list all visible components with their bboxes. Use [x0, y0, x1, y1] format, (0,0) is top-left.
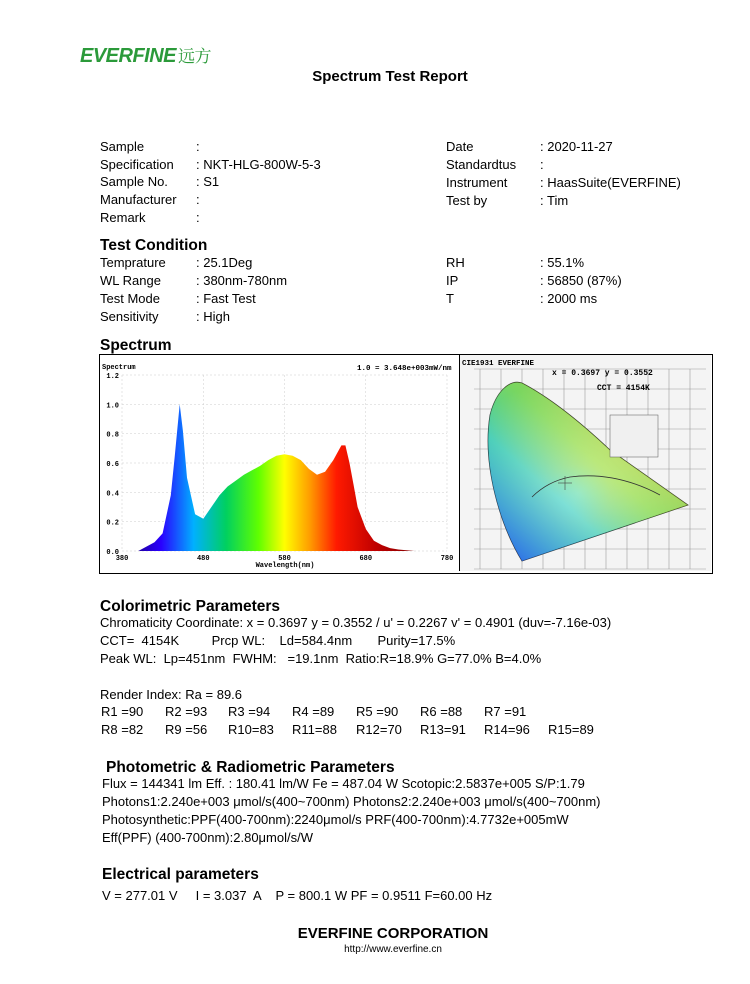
info-field-label: Date	[446, 139, 474, 154]
spectrum-chart	[100, 355, 460, 571]
info-field-label: Test by	[446, 193, 488, 208]
spectrum-scale-note: 1.0 = 3.648e+003mW/nm	[357, 365, 452, 373]
info-field-value: : Tim	[540, 193, 569, 208]
render-index-value: R7 =91	[484, 704, 527, 719]
spectrum-ytick: 0.8	[106, 431, 119, 440]
sample-field-value: :	[196, 139, 200, 154]
condition-field-label: T	[446, 291, 454, 306]
spectrum-area	[122, 404, 447, 551]
photometric-line: Photosynthetic:PPF(400-700nm):2240μmol/s PRF(400-700nm):4.7732e+005mW	[102, 812, 569, 827]
sample-field-label: Remark	[100, 209, 146, 225]
cie-svg	[460, 355, 711, 571]
sample-field-value: : S1	[196, 174, 220, 190]
info-field-value: : HaasSuite(EVERFINE)	[540, 175, 681, 190]
sample-field-label: Sample No.	[100, 174, 168, 190]
render-index-value: R4 =89	[292, 704, 335, 719]
spectrum-ylabel: Spectrum	[102, 364, 136, 372]
condition-field-value: : 380nm-780nm	[196, 273, 288, 288]
chromaticity-line: Chromaticity Coordinate: x = 0.3697 y = 0.3552 / u' = 0.2267 v' = 0.4901 (duv=-7.16e-03)	[100, 615, 612, 630]
render-index-value: R11=88	[292, 722, 337, 737]
render-index-value: R10=83	[228, 722, 274, 737]
spectrum-heading: Spectrum	[100, 337, 172, 354]
render-index-value: R2 =93	[165, 704, 208, 719]
photometric-heading: Photometric & Radiometric Parameters	[106, 759, 395, 776]
peak-wl-line: Peak WL: Lp=451nm FWHM: =19.1nm Ratio:R=18.9% G=77.0% B=4.0%	[100, 651, 542, 666]
photometric-line: Photons1:2.240e+003 μmol/s(400~700nm) Photons2:2.240e+003 μmol/s(400~700nm)	[102, 794, 601, 809]
report-title: Spectrum Test Report	[312, 68, 468, 85]
logo-text: EVERFINE	[80, 45, 177, 67]
footer-url[interactable]: http://www.everfine.cn	[344, 944, 442, 955]
info-field-value: : 2020-11-27	[540, 139, 613, 154]
cct-line: CCT= 4154K Prcp WL: Ld=584.4nm Purity=17.5%	[100, 633, 456, 648]
render-index-value: R12=70	[356, 722, 402, 737]
photometric-line: Flux = 144341 lm Eff. : 180.41 lm/W Fe = 487.04 W Scotopic:2.5837e+005 S/P:1.79	[102, 776, 585, 791]
info-field-label: Standardtus	[446, 157, 517, 172]
render-index-value: R3 =94	[228, 704, 271, 719]
spectrum-xlabel: Wavelength(nm)	[255, 562, 315, 570]
cie1931-diagram	[460, 355, 711, 571]
photometric-line: Eff(PPF) (400-700nm):2.80μmol/s/W	[102, 830, 313, 845]
condition-field-value: : 55.1%	[540, 255, 585, 270]
condition-field-label: Sensitivity	[100, 309, 159, 324]
condition-field-value: : Fast Test	[196, 291, 256, 306]
colorimetric-heading: Colorimetric Parameters	[100, 598, 281, 615]
condition-field-label: IP	[446, 273, 459, 288]
info-field-label: Instrument	[446, 175, 508, 190]
sample-field-value: : NKT-HLG-800W-5-3	[196, 156, 321, 172]
render-index: Render Index: Ra = 89.6	[100, 687, 243, 702]
sample-field-label: Sample	[100, 139, 145, 154]
cie-cct: CCT = 4154K	[597, 384, 650, 393]
condition-field-label: Temprature	[100, 255, 166, 270]
render-index-value: R13=91	[420, 722, 466, 737]
render-index-value: R15=89	[548, 722, 594, 737]
everfine-logo	[80, 42, 211, 68]
spectrum-xtick: 480	[196, 555, 210, 563]
spectrum-xtick: 780	[440, 555, 454, 563]
spectrum-xtick: 580	[278, 555, 291, 563]
condition-field-value: : 2000 ms	[540, 291, 598, 306]
render-index-value: R6 =88	[420, 704, 463, 719]
render-index-value: R1 =90	[101, 704, 144, 719]
cie-xy: x = 0.3697 y = 0.3552	[552, 369, 653, 378]
sample-field-value: :	[196, 209, 200, 225]
spectrum-xtick: 680	[359, 555, 373, 563]
condition-field-value: : 25.1Deg	[196, 255, 253, 270]
render-index-value: R14=96	[484, 722, 530, 737]
spectrum-ytick: 0.6	[106, 461, 119, 469]
test-condition-heading: Test Condition	[100, 237, 208, 254]
condition-field-value: : High	[196, 309, 230, 324]
render-index-value: R5 =90	[356, 704, 399, 719]
render-index-value: R9 =56	[165, 722, 208, 737]
spectrum-xtick: 380	[115, 555, 129, 563]
condition-field-label: Test Mode	[100, 291, 160, 306]
spectrum-ytick: 0.0	[106, 549, 119, 557]
info-field-value: :	[540, 157, 544, 172]
sample-field-label: Manufacturer	[100, 192, 177, 208]
condition-field-label: RH	[446, 255, 465, 270]
spectrum-ytick: 1.2	[106, 373, 119, 381]
sample-field-value: :	[196, 192, 200, 208]
spectrum-ytick: 1.0	[106, 402, 119, 411]
spectrum-ytick: 0.2	[106, 519, 119, 528]
footer-company: EVERFINE CORPORATION	[297, 925, 489, 942]
spectrum-ytick: 0.4	[106, 490, 119, 499]
electrical-heading: Electrical parameters	[102, 866, 259, 883]
render-index-value: R8 =82	[101, 722, 144, 737]
condition-field-label: WL Range	[100, 273, 161, 288]
condition-field-value: : 56850 (87%)	[540, 273, 622, 288]
electrical-line: V = 277.01 V I = 3.037 A P = 800.1 W PF = 0.9511 F=60.00 Hz	[102, 888, 493, 903]
logo-chinese: 远方	[178, 47, 212, 66]
cie-legend-box	[610, 415, 658, 457]
spectrum-chart-box	[99, 354, 713, 574]
sample-field-label: Specification	[100, 156, 174, 172]
cie-title: CIE1931 EVERFINE	[462, 360, 535, 368]
